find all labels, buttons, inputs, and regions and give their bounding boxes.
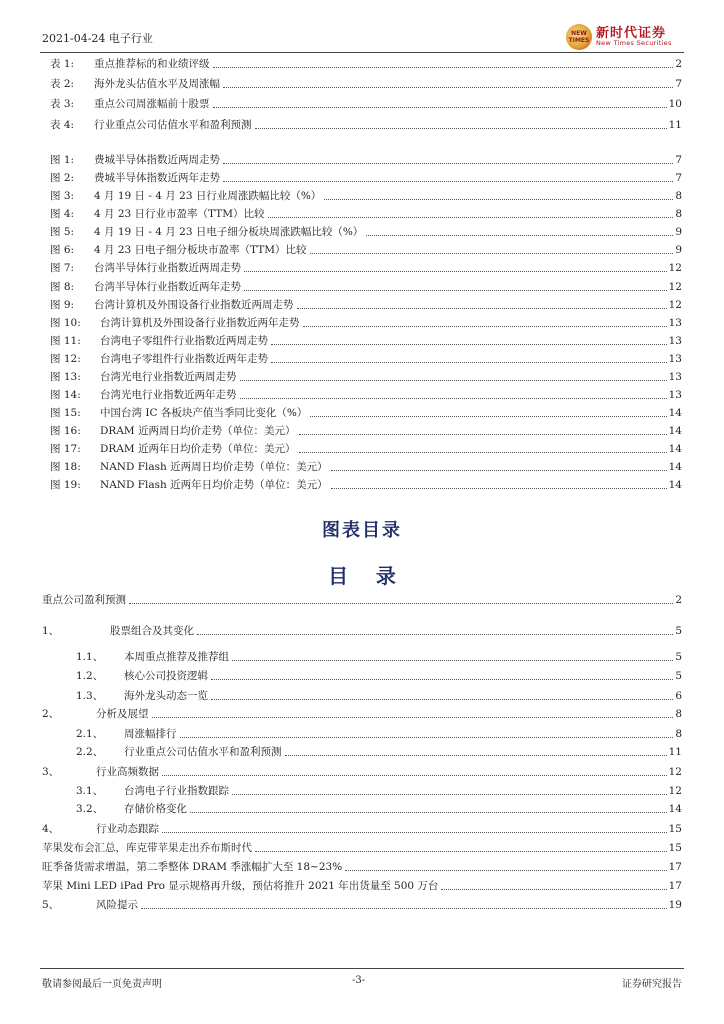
leader-dots [299, 452, 667, 453]
entry-number: 3.1、 [76, 785, 104, 797]
figure-index-entry[interactable] [50, 222, 682, 239]
figure-index-entry[interactable] [50, 204, 682, 221]
leader-dots [232, 794, 667, 795]
entry-page-number: 7 [675, 172, 682, 185]
entry-title[interactable]: 4 月 19 日 - 4 月 23 日电子细分板块周涨跌幅比较（%） [94, 226, 364, 239]
leader-dots [255, 128, 667, 129]
entry-page-number: 14 [668, 425, 682, 438]
figure-index-entry[interactable] [50, 349, 682, 366]
figure-index-entry[interactable] [50, 331, 682, 348]
entry-page-number: 2 [675, 594, 682, 606]
figure-index-entry[interactable] [50, 421, 682, 438]
table-index-entry[interactable] [50, 94, 682, 111]
entry-title[interactable]: 中国台湾 IC 各板块产值当季同比变化（%） [100, 407, 308, 420]
entry-number: 图 2: [50, 172, 75, 185]
leader-dots [232, 660, 673, 661]
entry-number: 1、 [42, 625, 60, 637]
entry-page-number: 11 [668, 746, 682, 758]
leader-dots [303, 326, 667, 327]
entry-title[interactable]: 本周重点推荐及推荐组 [124, 651, 229, 663]
entry-page-number: 8 [675, 728, 682, 740]
entry-page-number: 14 [668, 803, 682, 815]
entry-number: 表 4: [50, 118, 75, 131]
figure-index-entry[interactable] [50, 385, 682, 402]
entry-title[interactable]: 周涨幅排行 [124, 728, 177, 740]
entry-title[interactable]: 台湾半导体行业指数近两周走势 [94, 262, 241, 275]
entry-page-number: 12 [668, 298, 682, 311]
leader-dots [211, 679, 673, 680]
entry-number: 图 18: [50, 461, 81, 474]
leader-dots [255, 851, 667, 852]
leader-dots [244, 271, 667, 272]
entry-page-number: 5 [675, 670, 682, 682]
entry-title[interactable]: 苹果 Mini LED iPad Pro 显示规格再升级，预估将推升 2021 年出货量至 500 万台 [42, 880, 439, 892]
entry-page-number: 12 [668, 766, 682, 778]
leader-dots [331, 488, 667, 489]
entry-page-number: 11 [668, 118, 682, 131]
leader-dots [268, 217, 674, 218]
footer-rule [40, 968, 684, 969]
entry-number: 表 3: [50, 98, 75, 111]
entry-title[interactable]: 重点推荐标的和业绩评级 [94, 58, 210, 70]
entry-title[interactable]: 风险提示 [96, 899, 138, 911]
entry-title[interactable]: 4 月 23 日行业市盈率（TTM）比较 [94, 208, 265, 221]
entry-number: 2、 [42, 708, 60, 720]
header-date-industry: 2021-04-24 电子行业 [42, 32, 153, 45]
figure-index-entry[interactable] [50, 439, 682, 456]
leader-dots [297, 308, 667, 309]
entry-number: 图 8: [50, 280, 75, 293]
footer-report-type: 证券研究报告 [622, 979, 682, 990]
contents-entry[interactable] [76, 686, 682, 703]
entry-title[interactable]: 费城半导体指数近两年走势 [94, 172, 220, 185]
entry-number: 5、 [42, 899, 60, 911]
entry-number: 图 17: [50, 443, 81, 456]
entry-title[interactable]: 重点公司周涨幅前十股票 [94, 98, 210, 111]
entry-title[interactable]: 海外龙头估值水平及周涨幅 [94, 78, 220, 91]
contents-entry[interactable] [42, 857, 682, 874]
leader-dots [223, 181, 673, 182]
entry-page-number: 12 [668, 262, 682, 275]
contents-entry[interactable] [76, 666, 682, 683]
contents-entry[interactable] [42, 704, 682, 721]
leader-dots [331, 470, 667, 471]
entry-title[interactable]: 重点公司盈利预测 [42, 594, 126, 606]
entry-page-number: 15 [668, 823, 682, 835]
entry-title[interactable]: 行业高频数据 [96, 766, 159, 778]
entry-page-number: 13 [668, 389, 682, 402]
entry-page-number: 6 [675, 690, 682, 702]
entry-number: 2.2、 [76, 746, 104, 758]
entry-number: 1.2、 [76, 670, 104, 682]
entry-number: 3、 [42, 766, 60, 778]
leader-dots [345, 870, 666, 871]
leader-dots [271, 362, 667, 363]
entry-number: 图 5: [50, 226, 75, 239]
entry-number: 图 12: [50, 352, 81, 365]
leader-dots [299, 434, 667, 435]
contents-entry[interactable] [42, 895, 682, 912]
entry-page-number: 17 [668, 880, 682, 892]
contents-entry[interactable] [76, 647, 682, 664]
entry-page-number: 8 [675, 190, 682, 203]
figure-index-entry[interactable] [50, 240, 682, 257]
logo-en-text: New Times Securities [596, 39, 672, 47]
entry-number: 图 15: [50, 407, 81, 420]
entry-title[interactable]: 存储价格变化 [124, 803, 187, 815]
entry-number: 图 9: [50, 298, 75, 311]
leader-dots [180, 737, 674, 738]
entry-title[interactable]: 台湾半导体行业指数近两年走势 [94, 280, 241, 293]
entry-page-number: 7 [675, 78, 682, 91]
leader-dots [162, 775, 667, 776]
entry-title[interactable]: NAND Flash 近两周日均价走势（单位：美元） [100, 461, 328, 474]
page-number: -3- [352, 975, 366, 986]
entry-title[interactable]: 行业重点公司估值水平和盈利预测 [94, 118, 252, 131]
leader-dots [129, 603, 673, 604]
contents-entry[interactable] [76, 781, 682, 798]
figure-index-entry[interactable] [50, 258, 682, 275]
figure-index-entry[interactable] [50, 186, 682, 203]
leader-dots [223, 87, 673, 88]
figure-index-entry[interactable] [50, 457, 682, 474]
leader-dots [310, 253, 674, 254]
figure-index-entry[interactable] [50, 403, 682, 420]
entry-number: 表 1: [50, 58, 75, 70]
entry-number: 4、 [42, 823, 60, 835]
footer-disclaimer: 敬请参阅最后一页免责声明 [42, 979, 162, 990]
entry-title[interactable]: 行业重点公司估值水平和盈利预测 [124, 746, 282, 758]
entry-title[interactable]: 核心公司投资逻辑 [124, 670, 208, 682]
leader-dots [441, 889, 666, 890]
entry-page-number: 13 [668, 316, 682, 329]
entry-number: 1.1、 [76, 651, 104, 663]
leader-dots [285, 755, 667, 756]
figure-index-entry[interactable] [50, 367, 682, 384]
entry-number: 图 4: [50, 208, 75, 221]
table-index-entry[interactable] [50, 54, 682, 71]
table-index-entry[interactable] [50, 115, 682, 132]
entry-title[interactable]: 台湾电子零组件行业指数近两年走势 [100, 352, 268, 365]
leader-dots [310, 416, 666, 417]
entry-number: 图 7: [50, 262, 75, 275]
leader-dots [240, 380, 667, 381]
entry-title[interactable]: 苹果发布会汇总，库克带苹果走出乔布斯时代 [42, 842, 252, 854]
figure-index-entry[interactable] [50, 313, 682, 330]
entry-number: 图 10: [50, 316, 81, 329]
page-header [40, 22, 684, 52]
entry-page-number: 12 [668, 280, 682, 293]
entry-page-number: 8 [675, 708, 682, 720]
contents-entry[interactable] [42, 621, 682, 638]
contents-entry[interactable] [42, 762, 682, 779]
figure-index-entry[interactable] [50, 295, 682, 312]
figure-index-entry[interactable] [50, 150, 682, 167]
logo-emblem-icon: NEW TIMES [566, 24, 592, 50]
leader-dots [211, 699, 673, 700]
entry-page-number: 5 [675, 625, 682, 637]
figure-index-entry[interactable] [50, 168, 682, 185]
entry-title[interactable]: 海外龙头动态一览 [124, 690, 208, 702]
entry-title[interactable]: 台湾计算机及外围设备行业指数近两周走势 [94, 298, 294, 311]
entry-page-number: 14 [668, 443, 682, 456]
entry-title[interactable]: 台湾电子零组件行业指数近两周走势 [100, 334, 268, 347]
leader-dots [213, 67, 674, 68]
leader-dots [244, 290, 667, 291]
entry-title[interactable]: 行业动态跟踪 [96, 823, 159, 835]
entry-title[interactable]: 费城半导体指数近两周走势 [94, 154, 220, 166]
entry-title[interactable]: 4 月 23 日电子细分板块市盈率（TTM）比较 [94, 244, 307, 257]
entry-title[interactable]: 台湾计算机及外围设备行业指数近两年走势 [100, 316, 300, 329]
entry-title[interactable]: 台湾光电行业指数近两年走势 [100, 389, 237, 402]
leader-dots [324, 199, 673, 200]
entry-number: 图 3: [50, 190, 75, 203]
entry-page-number: 13 [668, 370, 682, 383]
company-logo [566, 22, 684, 52]
entry-page-number: 17 [668, 861, 682, 873]
leader-dots [190, 812, 667, 813]
entry-number: 图 1: [50, 154, 75, 166]
entry-title[interactable]: NAND Flash 近两年日均价走势（单位：美元） [100, 479, 328, 492]
entry-number: 表 2: [50, 78, 75, 91]
leader-dots [223, 163, 673, 164]
entry-title[interactable]: 旺季备货需求增温，第二季整体 DRAM 季涨幅扩大至 18~23% [42, 861, 343, 873]
entry-page-number: 10 [668, 98, 682, 111]
contents-entry[interactable] [76, 799, 682, 816]
contents-entry[interactable] [42, 876, 682, 893]
leader-dots [366, 235, 673, 236]
entry-number: 图 13: [50, 370, 81, 383]
leader-dots [152, 717, 674, 718]
entry-number: 2.1、 [76, 728, 104, 740]
contents-entry[interactable] [42, 590, 682, 607]
table-index-entry[interactable] [50, 74, 682, 91]
chart-index-title: 图表目录 [322, 520, 402, 541]
leader-dots [213, 107, 667, 108]
entry-title[interactable]: 股票组合及其变化 [110, 625, 194, 637]
entry-title[interactable]: DRAM 近两年日均价走势（单位：美元） [100, 443, 296, 456]
contents-entry[interactable] [76, 724, 682, 741]
entry-number: 1.3、 [76, 690, 104, 702]
entry-page-number: 12 [668, 785, 682, 797]
entry-page-number: 14 [668, 461, 682, 474]
entry-page-number: 14 [668, 407, 682, 420]
leader-dots [162, 832, 667, 833]
entry-page-number: 7 [675, 154, 682, 166]
contents-title: 目 录 [328, 564, 396, 588]
entry-page-number: 9 [675, 244, 682, 257]
entry-page-number: 2 [675, 58, 682, 70]
entry-number: 图 19: [50, 479, 81, 492]
leader-dots [240, 398, 667, 399]
entry-title[interactable]: 台湾光电行业指数近两周走势 [100, 370, 237, 383]
contents-entry[interactable] [42, 838, 682, 855]
leader-dots [141, 908, 667, 909]
entry-title[interactable]: 台湾电子行业指数跟踪 [124, 785, 229, 797]
entry-page-number: 15 [668, 842, 682, 854]
header-rule [40, 52, 684, 53]
entry-number: 图 16: [50, 425, 81, 438]
entry-title[interactable]: 4 月 19 日 - 4 月 23 日行业周涨跌幅比较（%） [94, 190, 322, 203]
figure-index-entry[interactable] [50, 277, 682, 294]
leader-dots [271, 344, 667, 345]
figure-index-entry[interactable] [50, 475, 682, 492]
entry-page-number: 19 [668, 899, 682, 911]
contents-entry[interactable] [76, 742, 682, 759]
entry-number: 图 11: [50, 334, 81, 347]
entry-page-number: 5 [675, 651, 682, 663]
entry-number: 3.2、 [76, 803, 104, 815]
entry-title[interactable]: DRAM 近两周日均价走势（单位：美元） [100, 425, 296, 438]
entry-title[interactable]: 分析及展望 [96, 708, 149, 720]
entry-page-number: 14 [668, 479, 682, 492]
entry-page-number: 13 [668, 352, 682, 365]
entry-page-number: 13 [668, 334, 682, 347]
entry-page-number: 8 [675, 208, 682, 221]
contents-entry[interactable] [42, 819, 682, 836]
entry-number: 图 14: [50, 389, 81, 402]
logo-cn-text: 新时代证券 [596, 26, 667, 41]
leader-dots [197, 634, 673, 635]
entry-page-number: 9 [675, 226, 682, 239]
entry-number: 图 6: [50, 244, 75, 257]
